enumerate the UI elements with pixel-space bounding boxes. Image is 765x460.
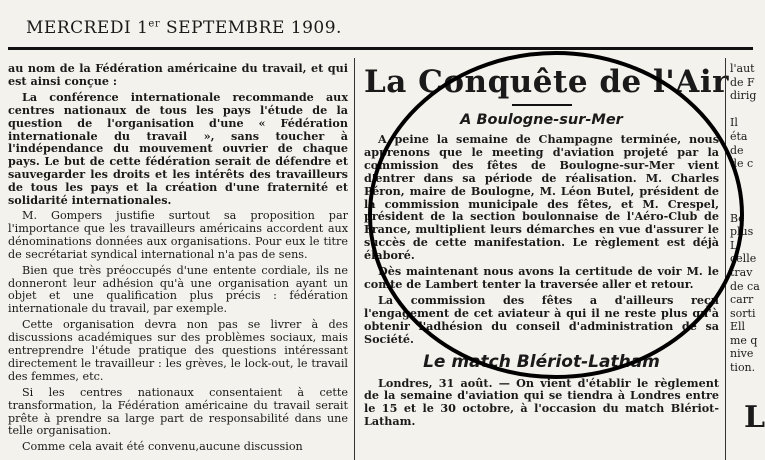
- right-line: celle: [730, 252, 757, 266]
- issue-date: MERCREDI 1er SEPTEMBRE 1909.: [26, 18, 342, 38]
- left-paragraph: au nom de la Fédération américaine du travail, et qui est ainsi conçue :: [8, 61, 348, 88]
- right-line: tion.: [730, 361, 756, 375]
- right-column-headline-fragment: L: [744, 400, 765, 435]
- right-line: de c: [730, 157, 754, 171]
- right-line: Il: [730, 116, 738, 130]
- left-paragraph: Cette organisation devra non pas se livrer à des discussions académiques sur des problèmes sociaux, mais entreprendre l'étude pratique des questions intéressant directement le travailleur : les grèves, le lock-out, le travail des femmes, etc.: [8, 318, 348, 383]
- right-line: sorti: [730, 306, 756, 320]
- right-line: me q: [730, 333, 758, 347]
- column-divider: [725, 58, 726, 460]
- left-paragraph: Si les centres nationaux consentaient à cette transformation, la Fédération américaine du travail serait prête à prendre sa large part de responsabilité dans une telle organisation.: [8, 385, 348, 438]
- main-article: [364, 62, 729, 460]
- right-line: de F: [730, 75, 755, 89]
- article-paragraph: A peine la semaine de Champagne terminée, nous apprenons que le meeting d'aviation projeté par la commission des fêtes de Boulogne-sur-Mer vient d'entrer dans sa période de réalisation. M. Charles Péron, maire de Boulogne, M. Léon Butel, président de la commission municipale des fêtes, et M. Crespel, président de la section boulonnaise de l'Aéro-Club de France, multiplient leurs démarches en vue d'assurer le succès de cette manifestation. Le règlement est déjà élaboré.: [364, 132, 719, 263]
- article-paragraph: Dès maintenant nous avons la certitude de voir M. le comte de Lambert tenter la traversée aller et retour.: [364, 264, 719, 291]
- right-line: L': [730, 238, 741, 252]
- left-paragraph: La conférence internationale recommande aux centres nationaux de tous les pays l'étude de la question de l'organisation d'une « Fédération internationale du travail », sans toucher à l'indépendance du mouvement ouvrier de chaque pays. Le but de cette fédération serait de défendre et sauvegarder les droits et les intérêts des travailleurs de tous les pays et la création d'une fraternité et solidarité internationales.: [8, 89, 348, 208]
- article-paragraph: Londres, 31 août. — On vient d'établir le règlement de la semaine d'aviation qui se tiendra à Londres entre le 15 et le 30 octobre, à l'occasion du match Blériot-Latham.: [364, 375, 719, 429]
- right-line: éta: [730, 129, 748, 143]
- right-line: [730, 103, 761, 117]
- right-line: [730, 184, 761, 198]
- right-line: de: [730, 143, 744, 157]
- left-paragraph: Comme cela avait été convenu,aucune discussion: [22, 440, 303, 454]
- article-headline: La Conquête de l'Air: [364, 64, 729, 100]
- right-line: carr: [730, 293, 754, 307]
- right-line: nive: [730, 347, 754, 361]
- headline-dash: [512, 104, 572, 106]
- right-line: plus: [730, 225, 754, 239]
- masthead-rule: [8, 47, 753, 50]
- right-line: de ca: [730, 279, 760, 293]
- right-line: [730, 171, 761, 185]
- article-subhead: A Boulogne-sur-Mer: [460, 112, 623, 128]
- right-line: trav: [730, 265, 753, 279]
- article-subhead-2: Le match Blériot-Latham: [423, 351, 660, 372]
- right-line: [730, 198, 761, 212]
- right-line: Ell: [730, 320, 746, 334]
- left-paragraph: Bien que très préoccupés d'une entente cordiale, ils ne donneront leur adhésion qu'à une organisation ayant un objet et une qualification plus précis : fédération internationale du travail, par exemple.: [8, 263, 348, 316]
- masthead: [0, 0, 761, 58]
- right-line: l'aut: [730, 62, 755, 75]
- right-line: Be: [730, 211, 745, 225]
- column-divider: [354, 58, 355, 460]
- left-column: [8, 62, 348, 460]
- article-paragraph: La commission des fêtes a d'ailleurs reçu l'engagement de cet aviateur à qui il ne reste plus qu'à obtenir l'adhésion du conseil d'administration de sa Société.: [364, 292, 719, 346]
- right-line: dirig: [730, 89, 757, 103]
- left-paragraph: M. Gompers justifie surtout sa proposition par l'importance que les travailleurs américains accordent aux dénominations données aux organisations. Pour eux le titre de secrétariat syndical international n'a pas de sens.: [8, 208, 348, 261]
